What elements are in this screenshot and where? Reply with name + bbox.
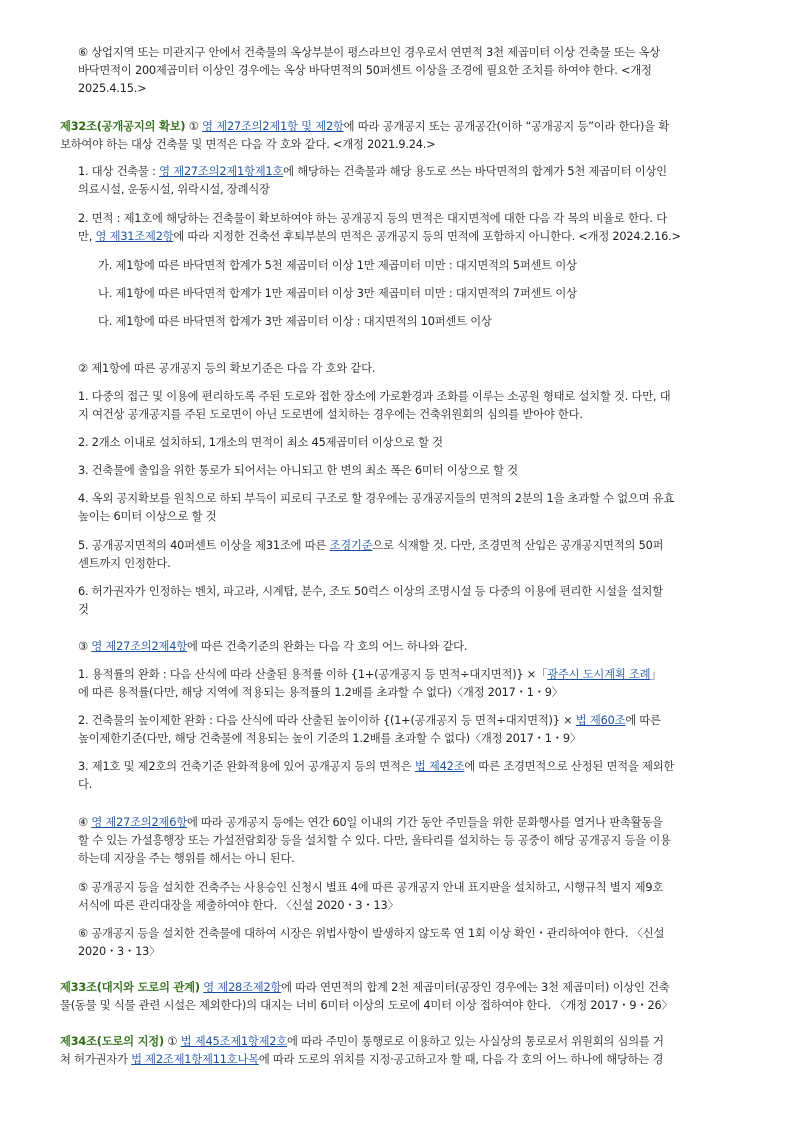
article-32-line2: 보하여야 하는 대상 건축물 및 면적은 다음 각 호와 같다. <개정 2021.9.24.> [60,138,436,151]
item-1-line2: 의료시설, 운동시설, 위락시설, 장례식장 [78,183,270,196]
subitem-da: 다. 제1항에 따른 바닥면적 합계가 3만 제곱미터 이상 : 대지면적의 10퍼센트 이상 [98,315,492,328]
article-34-title: 제34조(도로의 지정) [60,1035,164,1048]
para-5-line1: ⑤ 공개공지 등을 설치한 건축주는 사용승인 신청시 별표 4에 따른 공개공지 안내 표지판을 설치하고, 시행규칙 별지 제9호 [78,881,664,894]
para-3-item-1-line1: 1. 용적률의 완화 : 다음 산식에 따라 산출된 용적률 이하 {1+(공개공지 등 면적÷대지면적)} ×「광주시 도시계획 조례」 [78,668,662,681]
article-34-line2: 쳐 허가권자가 법 제2조제1항제11호나목에 따라 도로의 위치를 지정·공고하고자 할 때, 다음 각 호의 어느 하나에 해당하는 경 [60,1053,664,1066]
link-law-42[interactable]: 법 제42조 [414,760,465,773]
article-33-line2: 물(동물 및 식물 관련 시설은 제외한다)의 대지는 너비 6미터 이상의 도로에 4미터 이상 접하여야 한다. 〈개정 2017・9・26〉 [60,999,673,1012]
article-32-line1: 제32조(공개공지의 확보) ① 영 제27조의2제1항 및 제2항에 따라 공개공지 또는 공개공간(이하 “공개공지 등”이라 한다)을 확 [60,120,670,133]
link-landscape-standard[interactable]: 조경기준 [329,539,373,552]
para-2-item-6-line2: 것 [78,603,89,616]
link-law-45-1-2[interactable]: 법 제45조제1항제2호 [180,1035,288,1048]
para-3-item-3-line1: 3. 제1호 및 제2호의 건축기준 완화적용에 있어 공개공지 등의 면적은 법 제42조에 따른 조경면적으로 산정된 면적을 제외한 [78,760,675,773]
para-2-item-3: 3. 건축물에 출입을 위한 통로가 되어서는 아니되고 한 변의 최소 폭은 6미터 이상으로 할 것 [78,464,518,477]
para-6-line2: 바닥면적이 200제곱미터 이상인 경우에는 옥상 바닥면적의 50퍼센트 이상을 조경에 필요한 조치를 하여야 한다. <개정 [78,64,652,77]
para-2-item-4-line1: 4. 옥외 공지확보를 원칙으로 하되 부득이 피로티 구조로 할 경우에는 공개공지들의 면적의 2분의 1을 초과할 수 없으며 유효 [78,492,675,505]
para-2-item-6-line1: 6. 허가권자가 인정하는 벤치, 파고라, 시계탑, 분수, 조도 50럭스 이상의 조명시설 등 다중의 이용에 편리한 시설을 설치할 [78,585,663,598]
para-2-item-2: 2. 2개소 이내로 설치하되, 1개소의 면적이 최소 45제곱미터 이상으로 할 것 [78,436,443,449]
para-4-line3: 하는데 지장을 주는 행위를 해서는 아니 된다. [78,852,295,865]
link-decree-27-2-1-2[interactable]: 영 제27조의2제1항 및 제2항 [202,120,344,133]
para-2: ② 제1항에 따른 공개공지 등의 확보기준은 다음 각 호와 같다. [78,362,376,375]
link-law-60[interactable]: 법 제60조 [575,714,626,727]
article-32-title: 제32조(공개공지의 확보) [60,120,186,133]
link-gwangju-ordinance[interactable]: 광주시 도시계획 조례 [547,668,651,681]
item-1-line1: 1. 대상 건축물 : 영 제27조의2제1항제1호에 해당하는 건축물과 해당 용도로 쓰는 바닥면적의 합계가 5천 제곱미터 이상인 [78,165,667,178]
para-2-item-1-line1: 1. 다중의 접근 및 이용에 편리하도록 주된 도로와 접한 장소에 가로환경과 조화를 이루는 소공원 형태로 설치할 것. 다만, 대 [78,390,671,403]
para-3-item-1-line2: 에 따른 용적률(다만, 해당 지역에 적용되는 용적률의 1.2배를 초과할 수 없다)〈개정 2017・1・9〉 [78,686,563,699]
item-2-line1: 2. 면적 : 제1호에 해당하는 건축물이 확보하여야 하는 공개공지 등의 면적은 대지면적에 대한 다음 각 목의 비율로 한다. 다 [78,212,667,225]
link-decree-31-2[interactable]: 영 제31조제2항 [95,230,174,243]
para-6-line3: 2025.4.15.> [78,82,147,95]
para-6b-line2: 2020・3・13〉 [78,945,161,958]
article-34-line1: 제34조(도로의 지정) ① 법 제45조제1항제2호에 따라 주민이 통행로로 이용하고 있는 사실상의 통로로서 위원회의 심의를 거 [60,1035,664,1048]
subitem-ga: 가. 제1항에 따른 바닥면적 합계가 5천 제곱미터 이상 1만 제곱미터 미만 : 대지면적의 5퍼센트 이상 [98,259,577,272]
para-6-line1: ⑥ 상업지역 또는 미관지구 안에서 건축물의 옥상부분이 평스라브인 경우로서 연면적 3천 제곱미터 이상 건축물 또는 옥상 [78,46,660,59]
para-2-item-5-line2: 센트까지 인정한다. [78,557,171,570]
para-5-line2: 서식에 따른 관리대장을 제출하여야 한다. 〈신설 2020・3・13〉 [78,899,399,912]
link-decree-27-2-1-1[interactable]: 영 제27조의2제1항제1호 [159,165,284,178]
para-3: ③ 영 제27조의2제4항에 따른 건축기준의 완화는 다음 각 호의 어느 하나와 같다. [78,640,468,653]
para-3-item-3-line2: 다. [78,778,93,791]
para-3-item-2-line2: 높이제한기준(다만, 해당 건축물에 적용되는 높이 기준의 1.2배를 초과할 수 없다)〈개정 2017・1・9〉 [78,732,581,745]
para-3-item-2-line1: 2. 건축물의 높이제한 완화 : 다음 산식에 따라 산출된 높이이하 {(1+(공개공지 등 면적÷대지면적)} × 법 제60조에 따른 [78,714,661,727]
para-2-item-5-line1: 5. 공개공지면적의 40퍼센트 이상을 제31조에 따른 조경기준으로 식재할 것. 다만, 조경면적 산입은 공개공지면적의 50퍼 [78,539,664,552]
article-33-title: 제33조(대지와 도로의 관계) [60,981,200,994]
para-6b-line1: ⑥ 공개공지 등을 설치한 건축물에 대하여 시장은 위법사항이 발생하지 않도록 연 1회 이상 확인・관리하여야 한다. 〈신설 [78,927,665,940]
subitem-na: 나. 제1항에 따른 바닥면적 합계가 1만 제곱미터 이상 3만 제곱미터 미만 : 대지면적의 7퍼센트 이상 [98,287,577,300]
para-4-line1: ④ 영 제27조의2제6항에 따라 공개공지 등에는 연간 60일 이내의 기간 동안 주민들을 위한 문화행사를 열거나 판촉활동을 [78,816,663,829]
link-decree-27-2-4[interactable]: 영 제27조의2제4항 [91,640,187,653]
link-law-2-1-11[interactable]: 법 제2조제1항제11호나목 [131,1053,259,1066]
para-2-item-1-line2: 지 여건상 공개공지를 주된 도로면이 아닌 도로변에 설치하는 경우에는 건축위원회의 심의를 받아야 한다. [78,408,583,421]
para-4-line2: 할 수 있는 가설흥행장 또는 가설전람회장 등을 설치할 수 있다. 다만, 울타리를 설치하는 등 공중이 해당 공개공지 등을 이용 [78,834,671,847]
item-2-line2: 만, 영 제31조제2항에 따라 지정한 건축선 후퇴부분의 면적은 공개공지 등의 면적에 포함하지 아니한다. <개정 2024.2.16.> [78,230,681,243]
link-decree-27-2-6[interactable]: 영 제27조의2제6항 [91,816,187,829]
article-33-line1: 제33조(대지와 도로의 관계) 영 제28조제2항에 따라 연면적의 합계 2천 제곱미터(공장인 경우에는 3천 제곱미터) 이상인 건축 [60,981,670,994]
para-2-item-4-line2: 높이는 6미터 이상으로 할 것 [78,510,217,523]
link-decree-28-2[interactable]: 영 제28조제2항 [203,981,282,994]
